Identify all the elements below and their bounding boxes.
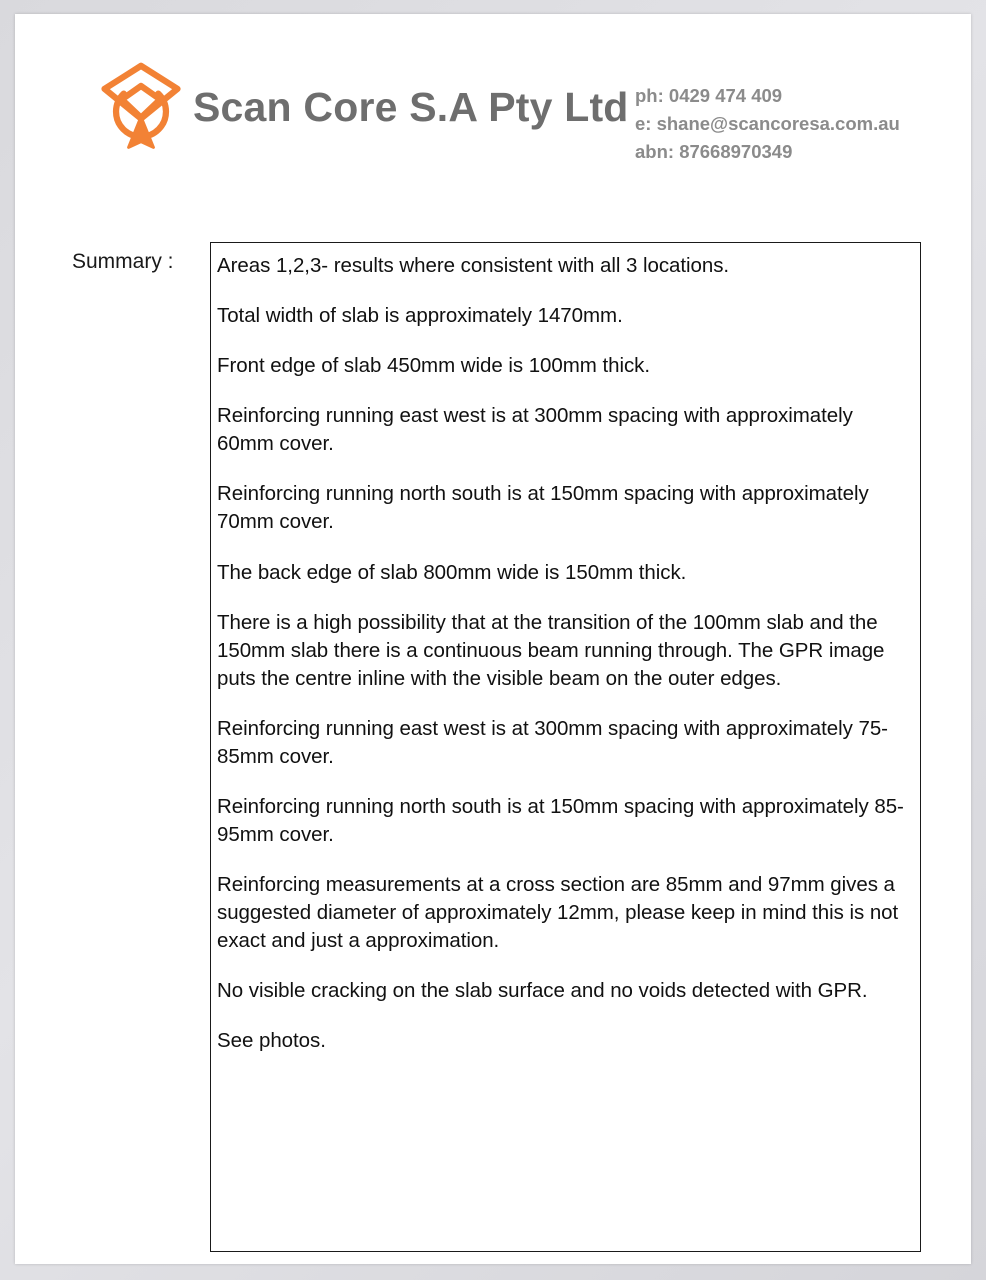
summary-paragraph: There is a high possibility that at the transition of the 100mm slab and the 150mm slab there is a continuous beam running through. The GPR image puts the centre inline with the visible beam on the outer edges. [217,610,885,690]
signal-location-pin-icon [93,59,189,159]
summary-paragraph: Reinforcing running east west is at 300mm spacing with approximately 75-85mm cover. [217,716,888,768]
summary-paragraph: Total width of slab is approximately 1470mm. [217,304,623,328]
contact-details [635,82,900,165]
company-name: Scan Core S.A Pty Ltd [193,83,629,130]
letterhead [15,54,971,164]
summary-paragraph: Front edge of slab 450mm wide is 100mm thick. [217,354,650,378]
summary-paragraph: Reinforcing running north south is at 150mm spacing with approximately 85-95mm cover. [217,795,904,847]
document-page [15,14,971,1264]
summary-paragraph: Reinforcing running north south is at 150mm spacing with approximately 70mm cover. [217,482,869,534]
contact-email: e: shane@scancoresa.com.au [635,112,900,134]
summary-text-box [210,242,921,1252]
summary-label: Summary : [72,250,174,273]
summary-paragraph: No visible cracking on the slab surface and no voids detected with GPR. [217,979,868,1003]
contact-phone: ph: 0429 474 409 [635,85,783,106]
summary-paragraph: Areas 1,2,3- results where consistent with all 3 locations. [217,254,730,277]
summary-paragraph: The back edge of slab 800mm wide is 150mm thick. [217,560,687,584]
brand-block [93,54,629,164]
contact-abn: abn: 87668970349 [635,140,793,162]
summary-paragraph: Reinforcing measurements at a cross section are 85mm and 97mm gives a suggested diameter of approximately 12mm, please keep in mind this is not exact and just a approximation. [217,873,899,953]
summary-paragraph: Reinforcing running east west is at 300mm spacing with approximately 60mm cover. [217,404,853,456]
summary-paragraph: See photos. [217,1029,326,1053]
